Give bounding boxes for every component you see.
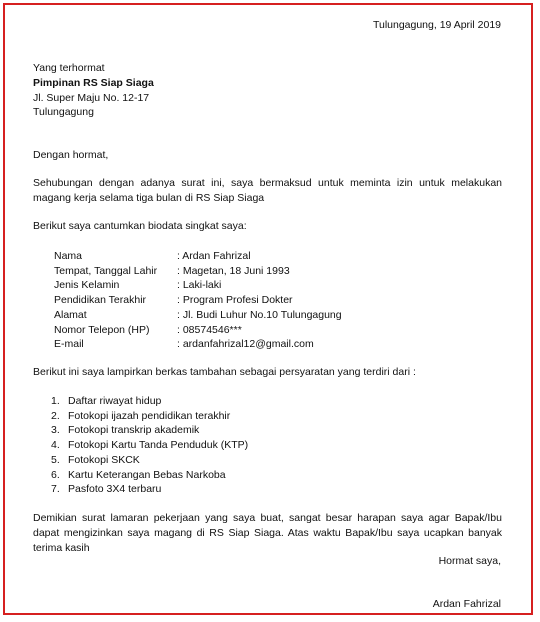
list-item-number: 3.: [51, 424, 60, 437]
intro-paragraph: Sehubungan dengan adanya surat ini, saya bermaksud untuk meminta izin untuk melakukan magang kerja selama tiga bulan di RS Siap Siaga: [33, 177, 502, 204]
biodata-label: Alamat: [54, 308, 87, 321]
list-item-text: Daftar riwayat hidup: [68, 395, 162, 407]
list-item-number: 6.: [51, 468, 60, 481]
recipient-address-line1: Jl. Super Maju No. 12-17: [33, 92, 150, 104]
biodata-value: : 08574546***: [177, 323, 242, 336]
list-item-text: Fotokopi transkrip akademik: [68, 424, 200, 437]
biodata-value: : ardanfahrizal12@gmail.com: [177, 338, 314, 351]
biodata-value: : Laki-laki: [177, 279, 222, 292]
recipient-address-line2: Tulungagung: [33, 106, 94, 118]
attachments-intro: Berikut ini saya lampirkan berkas tambahan sebagai persyaratan yang terdiri dari :: [33, 366, 416, 378]
place-date: Tulungagung, 19 April 2019: [372, 19, 501, 31]
signature-name: Ardan Fahrizal: [432, 598, 501, 610]
list-item-number: 5.: [51, 453, 60, 466]
list-item-text: Fotokopi Kartu Tanda Penduduk (KTP): [68, 439, 249, 452]
list-item-number: 7.: [51, 483, 60, 496]
biodata-label: Tempat, Tanggal Lahir: [54, 264, 158, 277]
closing-paragraph: Demikian surat lamaran pekerjaan yang saya buat, sangat besar harapan saya agar Bapak/Ibu dapat mengizinkan saya magang di RS Siap Siaga. Atas waktu Bapak/Ibu saya ucapkan banyak terima kasih: [33, 512, 502, 554]
sign-off: Hormat saya,: [438, 555, 501, 567]
list-item-text: Fotokopi SKCK: [68, 453, 140, 466]
list-item-number: 4.: [51, 439, 60, 452]
biodata-label: Nama: [54, 250, 83, 262]
biodata-value: : Jl. Budi Luhur No.10 Tulungagung: [177, 308, 342, 321]
list-item-text: Pasfoto 3X4 terbaru: [68, 483, 162, 496]
biodata-value: : Magetan, 18 Juni 1993: [177, 264, 290, 277]
biodata-label: E-mail: [54, 338, 84, 351]
list-item-text: Kartu Keterangan Bebas Narkoba: [68, 468, 226, 481]
recipient-name: Pimpinan RS Siap Siaga: [33, 77, 154, 89]
biodata-intro: Berikut saya cantumkan biodata singkat saya:: [33, 220, 247, 232]
biodata-value: : Program Profesi Dokter: [177, 294, 293, 307]
greeting: Dengan hormat,: [33, 149, 109, 161]
biodata-label: Nomor Telepon (HP): [54, 323, 150, 336]
list-item-text: Fotokopi ijazah pendidikan terakhir: [68, 409, 231, 422]
biodata-label: Pendidikan Terakhir: [54, 294, 147, 307]
biodata-label: Jenis Kelamin: [54, 279, 120, 292]
list-item-number: 2.: [51, 409, 60, 422]
list-item-number: 1.: [51, 395, 60, 407]
recipient-salutation: Yang terhormat: [33, 62, 105, 74]
biodata-value: : Ardan Fahrizal: [177, 250, 251, 262]
